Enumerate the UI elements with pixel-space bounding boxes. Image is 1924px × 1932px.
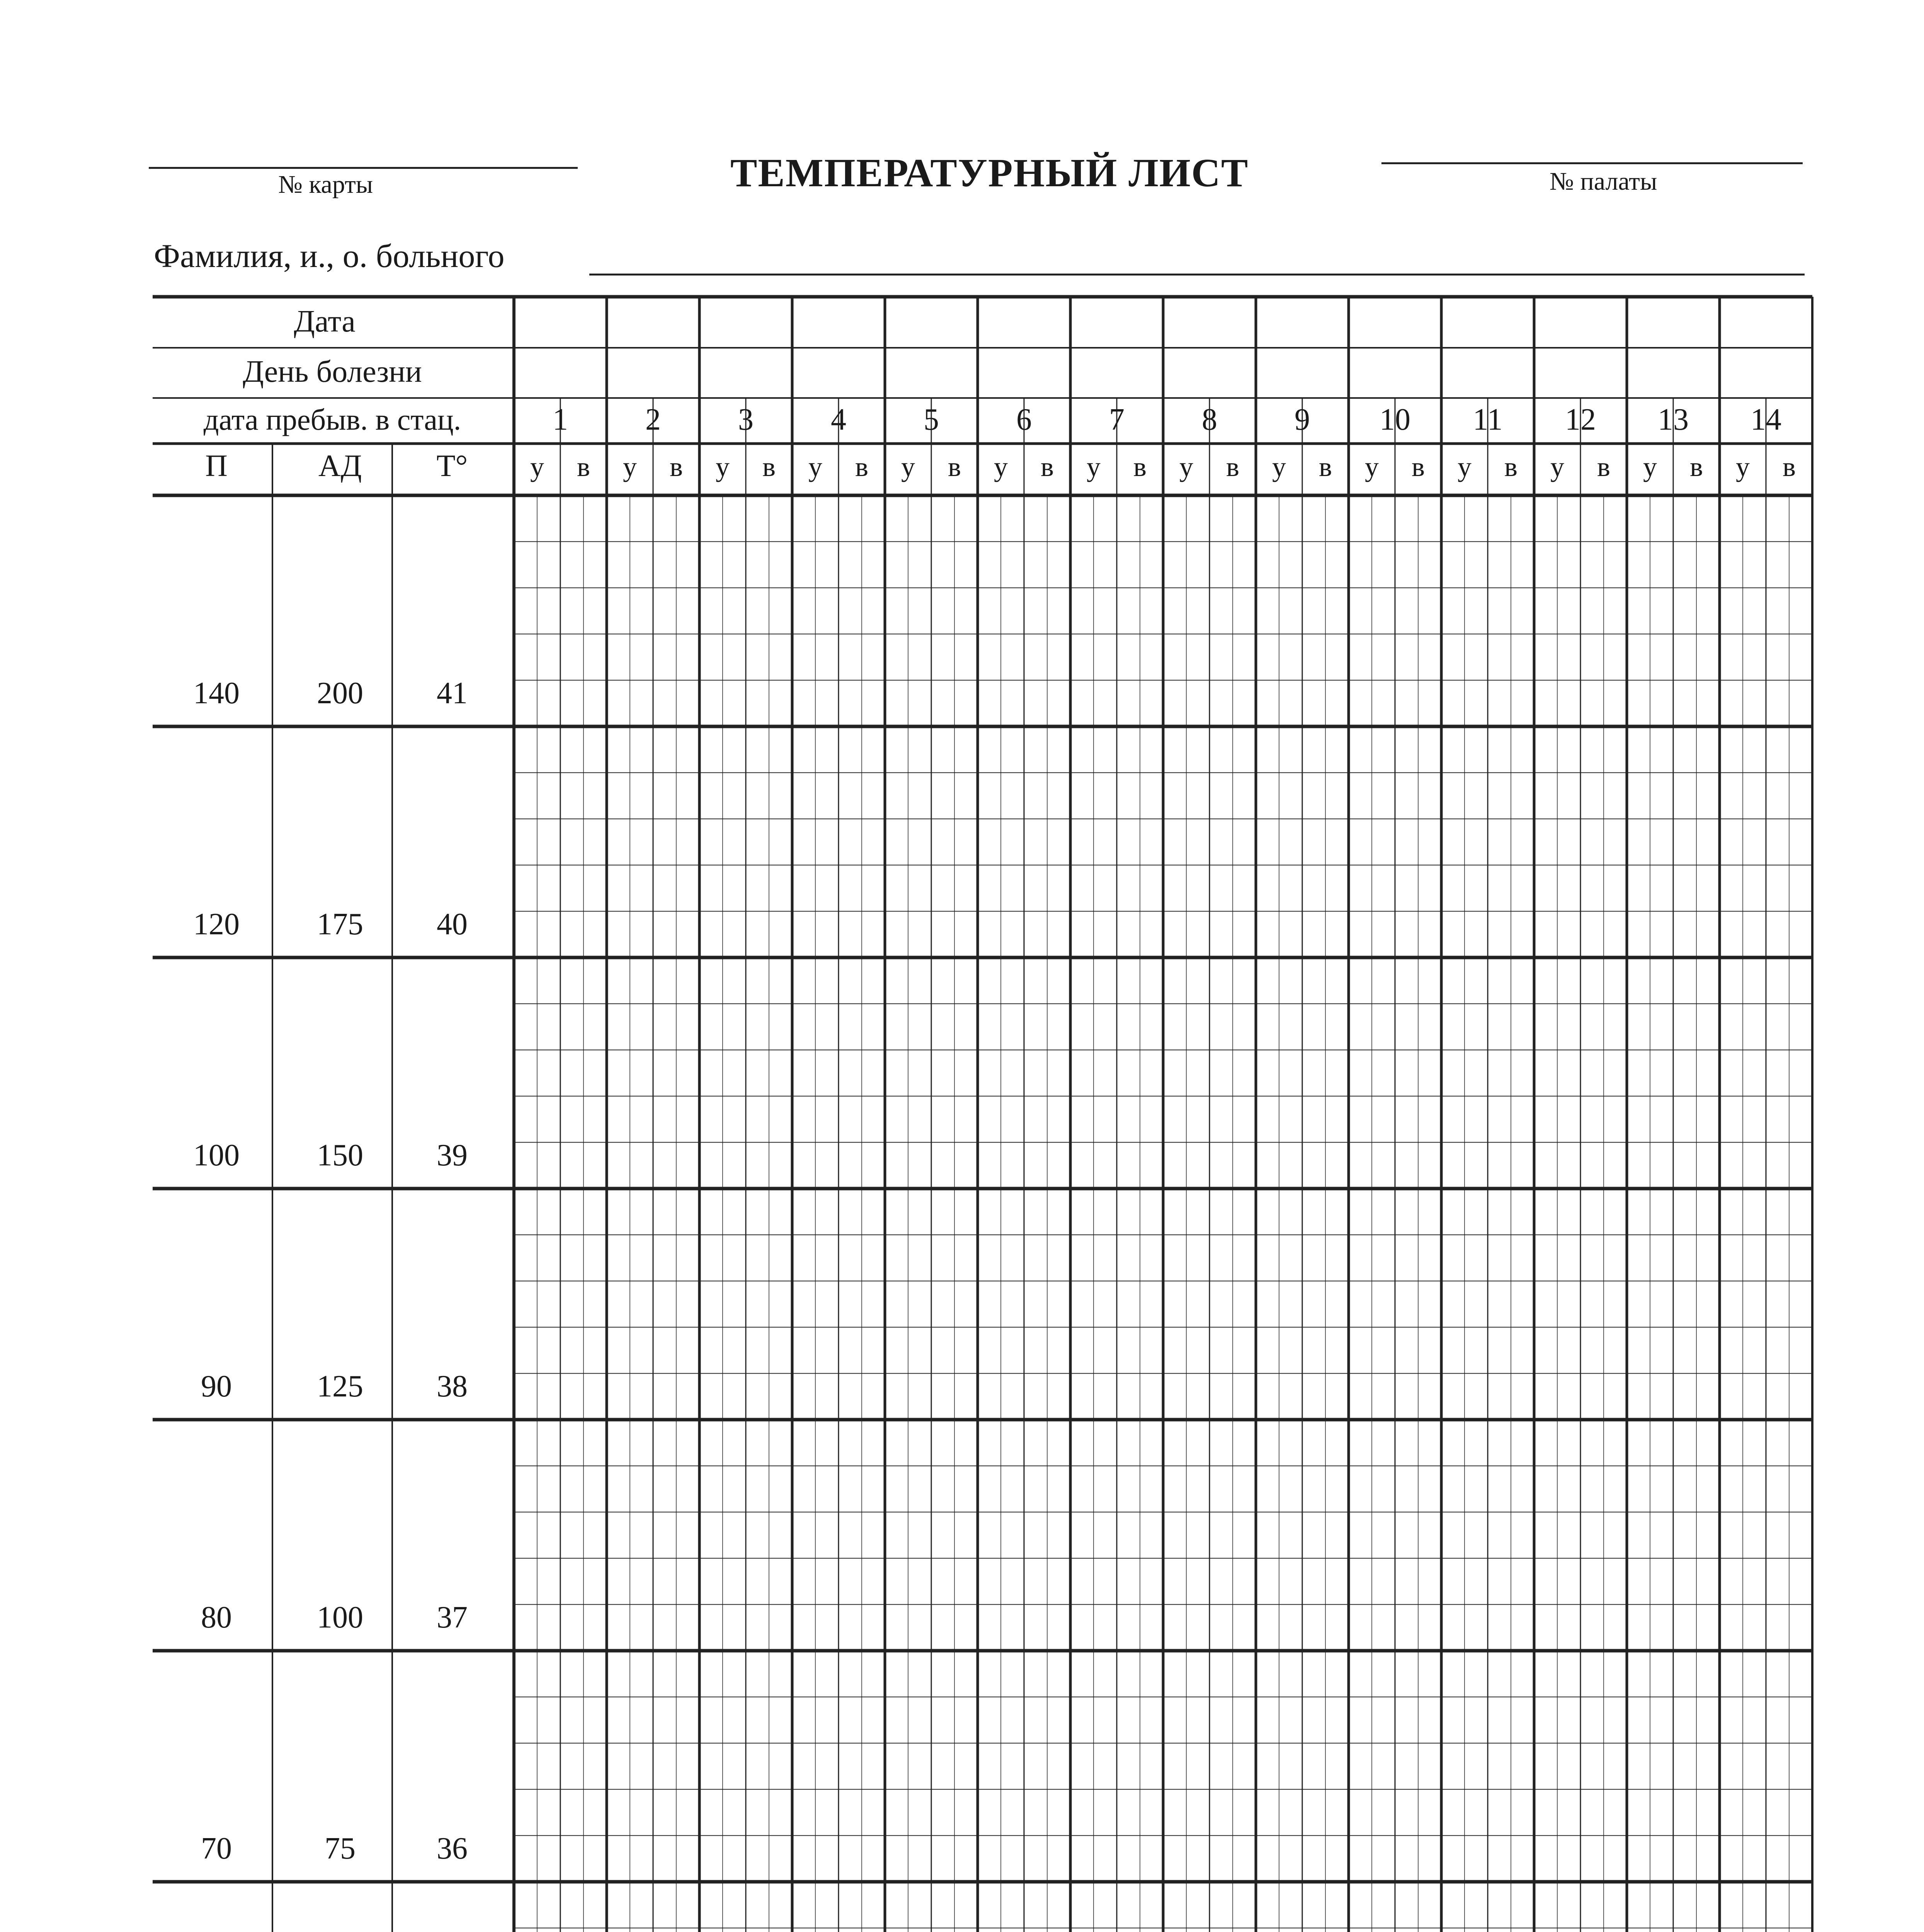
morning-label: у (1458, 451, 1471, 482)
morning-label: у (1272, 451, 1286, 482)
scale-temp-value: 38 (437, 1369, 468, 1403)
day-number: 7 (1109, 403, 1124, 437)
evening-label: в (1226, 451, 1239, 482)
scale-bp-value: 125 (317, 1369, 363, 1403)
ward-no-label: № палаты (1550, 167, 1657, 196)
morning-label: у (1179, 451, 1193, 482)
evening-label: в (1690, 451, 1703, 482)
morning-label: у (1365, 451, 1379, 482)
day-number: 11 (1473, 403, 1503, 437)
day-number: 14 (1750, 403, 1781, 437)
evening-label: в (670, 451, 683, 482)
evening-label: в (1597, 451, 1610, 482)
scale-temp-value: 36 (437, 1832, 468, 1866)
morning-label: у (716, 451, 730, 482)
day-number: 1 (553, 403, 568, 437)
axis-header-temp: Т° (436, 449, 468, 483)
morning-label: у (623, 451, 637, 482)
day-number: 10 (1380, 403, 1410, 437)
scale-pulse-value: 100 (193, 1138, 240, 1172)
scale-pulse-value: 80 (201, 1600, 232, 1634)
morning-label: у (1550, 451, 1564, 482)
evening-label: в (1504, 451, 1517, 482)
scale-bp-value: 200 (317, 676, 363, 710)
scale-pulse-value: 120 (193, 907, 240, 941)
evening-label: в (1783, 451, 1796, 482)
scale-bp-value: 175 (317, 907, 363, 941)
evening-label: в (1041, 451, 1054, 482)
evening-label: в (577, 451, 590, 482)
day-number: 13 (1658, 403, 1689, 437)
day-number: 12 (1565, 403, 1596, 437)
morning-label: у (1087, 451, 1101, 482)
day-number: 2 (645, 403, 661, 437)
evening-label: в (948, 451, 961, 482)
morning-label: у (994, 451, 1008, 482)
row-label-date: Дата (294, 304, 356, 338)
scale-temp-value: 40 (437, 907, 468, 941)
day-number: 8 (1202, 403, 1217, 437)
day-number: 4 (831, 403, 846, 437)
scale-bp-value: 100 (317, 1600, 363, 1634)
row-label-disease-day: День болезни (243, 355, 422, 389)
card-no-label: № карты (278, 170, 373, 199)
axis-header-pulse: П (205, 449, 228, 483)
scale-pulse-value: 140 (193, 676, 240, 710)
day-number: 9 (1295, 403, 1310, 437)
evening-label: в (1319, 451, 1332, 482)
morning-label: у (530, 451, 544, 482)
day-number: 6 (1016, 403, 1032, 437)
morning-label: у (1643, 451, 1657, 482)
page-title: ТЕМПЕРАТУРНЫЙ ЛИСТ (730, 151, 1249, 195)
scale-temp-value: 37 (437, 1600, 468, 1634)
axis-header-bp: АД (318, 449, 362, 483)
scale-temp-value: 39 (437, 1138, 468, 1172)
evening-label: в (1412, 451, 1425, 482)
morning-label: у (808, 451, 822, 482)
morning-label: у (901, 451, 915, 482)
day-number: 5 (924, 403, 939, 437)
scale-bp-value: 150 (317, 1138, 363, 1172)
day-number: 3 (738, 403, 754, 437)
row-label-stay-day: дата пребыв. в стац. (203, 403, 461, 436)
patient-name-label: Фамилия, и., о. больного (154, 237, 505, 274)
scale-bp-value: 75 (325, 1832, 356, 1866)
morning-label: у (1736, 451, 1750, 482)
scale-pulse-value: 90 (201, 1369, 232, 1403)
evening-label: в (1133, 451, 1147, 482)
evening-label: в (762, 451, 776, 482)
scale-pulse-value: 70 (201, 1832, 232, 1866)
scale-temp-value: 41 (437, 676, 468, 710)
evening-label: в (855, 451, 868, 482)
